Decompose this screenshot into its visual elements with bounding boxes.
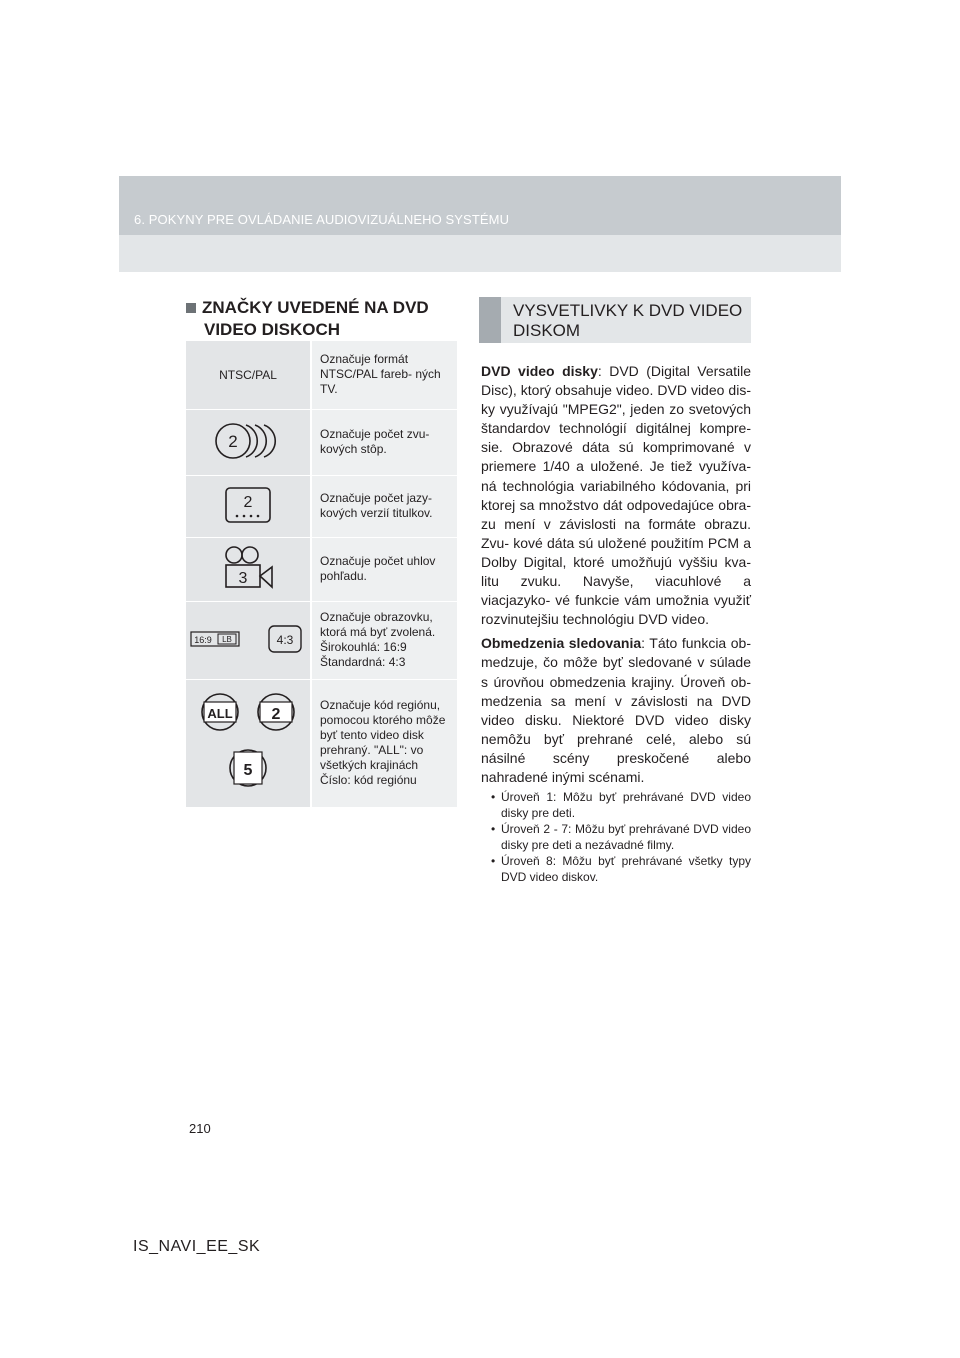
chapter-title: 6. POKYNY PRE OVLÁDANIE AUDIOVIZUÁLNEHO SYSTÉMU — [134, 212, 510, 227]
paragraph-parental-lock: Obmedzenia sledovania: Táto funkcia ob- medzuje, čo môže byť sledované v súlade s úrovňou obmedzenia krajiny. Úroveň ob- medzenia sa mení v závislosti na DVD video disku. Niektoré DVD video disky nemôžu byť prehrané celé, alebo sú násilné scény preskočené alebo nahradené inými scénami. — [481, 635, 751, 785]
audio-tracks-icon — [213, 421, 283, 461]
mark-description: Označuje obrazovku, ktorá má byť zvolená. Širokouhlá: 16:9 Štandardná: 4:3 — [311, 601, 457, 679]
mark-description: Označuje počet zvu- kových stôp. — [311, 409, 457, 475]
table-row — [186, 475, 457, 537]
list-item: • Úroveň 1: Môžu byť prehrávané DVD video disky pre deti. — [481, 789, 751, 821]
page-number: 210 — [189, 1121, 211, 1136]
section-heading-line2: VIDEO DISKOCH — [204, 320, 341, 339]
region-code-icon — [198, 690, 298, 794]
mark-description: Označuje formát NTSC/PAL fareb- ných TV. — [311, 341, 457, 409]
list-item: • Úroveň 2 - 7: Môžu byť prehrávané DVD video disky pre deti a nezávadné filmy. — [481, 821, 751, 853]
table-row — [186, 601, 457, 679]
heading-accent-bar — [479, 297, 501, 343]
ntsc-pal-cell — [186, 341, 311, 409]
body-text — [481, 362, 751, 885]
level-list — [481, 789, 751, 885]
document-code: IS_NAVI_EE_SK — [133, 1238, 261, 1255]
subtitles-icon — [223, 485, 273, 525]
wide-ratio-label: 16:9 — [194, 634, 212, 645]
section-heading-line1: ZNAČKY UVEDENÉ NA DVD — [202, 298, 429, 317]
term-dvd-discs: DVD video disky — [481, 363, 598, 379]
mark-description: Označuje kód regiónu, pomocou ktorého môže byť tento video disk prehraný. "ALL": vo všetkých krajinách Číslo: kód regiónu — [311, 679, 457, 807]
subtitles-number: 2 — [243, 493, 253, 511]
mark-description: Označuje počet jazy- kových verzií titulkov. — [311, 475, 457, 537]
table-row — [186, 409, 457, 475]
table-row — [186, 537, 457, 601]
section-heading-line1: VYSVETLIVKY K DVD VIDEO — [513, 301, 743, 320]
mark-description: Označuje počet uhlov pohľadu. — [311, 537, 457, 601]
section-heading-marks — [186, 297, 461, 341]
standard-ratio-label: 4:3 — [276, 632, 294, 647]
square-bullet-icon — [186, 303, 196, 313]
letterbox-label: LB — [222, 634, 232, 644]
aspect-ratio-icon — [189, 622, 307, 656]
term-parental-lock: Obmedzenia sledovania — [481, 635, 642, 652]
camera-angles-icon — [216, 545, 280, 591]
dvd-marks-table — [186, 341, 457, 808]
table-row — [186, 341, 457, 409]
region-5-label: 5 — [243, 761, 253, 779]
region-all-label: ALL — [207, 705, 233, 721]
section-heading-explanations — [479, 297, 751, 343]
paragraph-dvd-discs: DVD video disky: DVD (Digital Versatile Disc), ktorý obsahuje video. DVD video dis- ky využívajú "MPEG2", jeden zo svetových štandardov technológií digitálnej kompre- sie. Obrazové dáta sú komprimované v priemere 1/40 a uložené. Je tiež využíva- ná technológia variabilného kódovania, pri ktorej sa množstvo dát odpovedajúce obra- zu mení v závislosti na formáte obrazu. Zvu- kové dáta sú uložené použitím PCM a Dolby Digital, ktoré umožňujú vyššiu kva- litu zvuku. Navyše, viacuhlové a viacjazyko- vé funkcie vám umožnia využiť rozvinutejšiu technológiu DVD video. — [481, 363, 751, 628]
region-2-label: 2 — [271, 705, 281, 723]
audio-tracks-number: 2 — [228, 431, 238, 451]
camera-angles-number: 3 — [238, 569, 248, 587]
ntsc-pal-text: NTSC/PAL — [219, 367, 277, 382]
list-item: • Úroveň 8: Môžu byť prehrávané všetky typy DVD video diskov. — [481, 853, 751, 885]
section-heading-line2: DISKOM — [513, 321, 581, 340]
table-row — [186, 679, 457, 807]
